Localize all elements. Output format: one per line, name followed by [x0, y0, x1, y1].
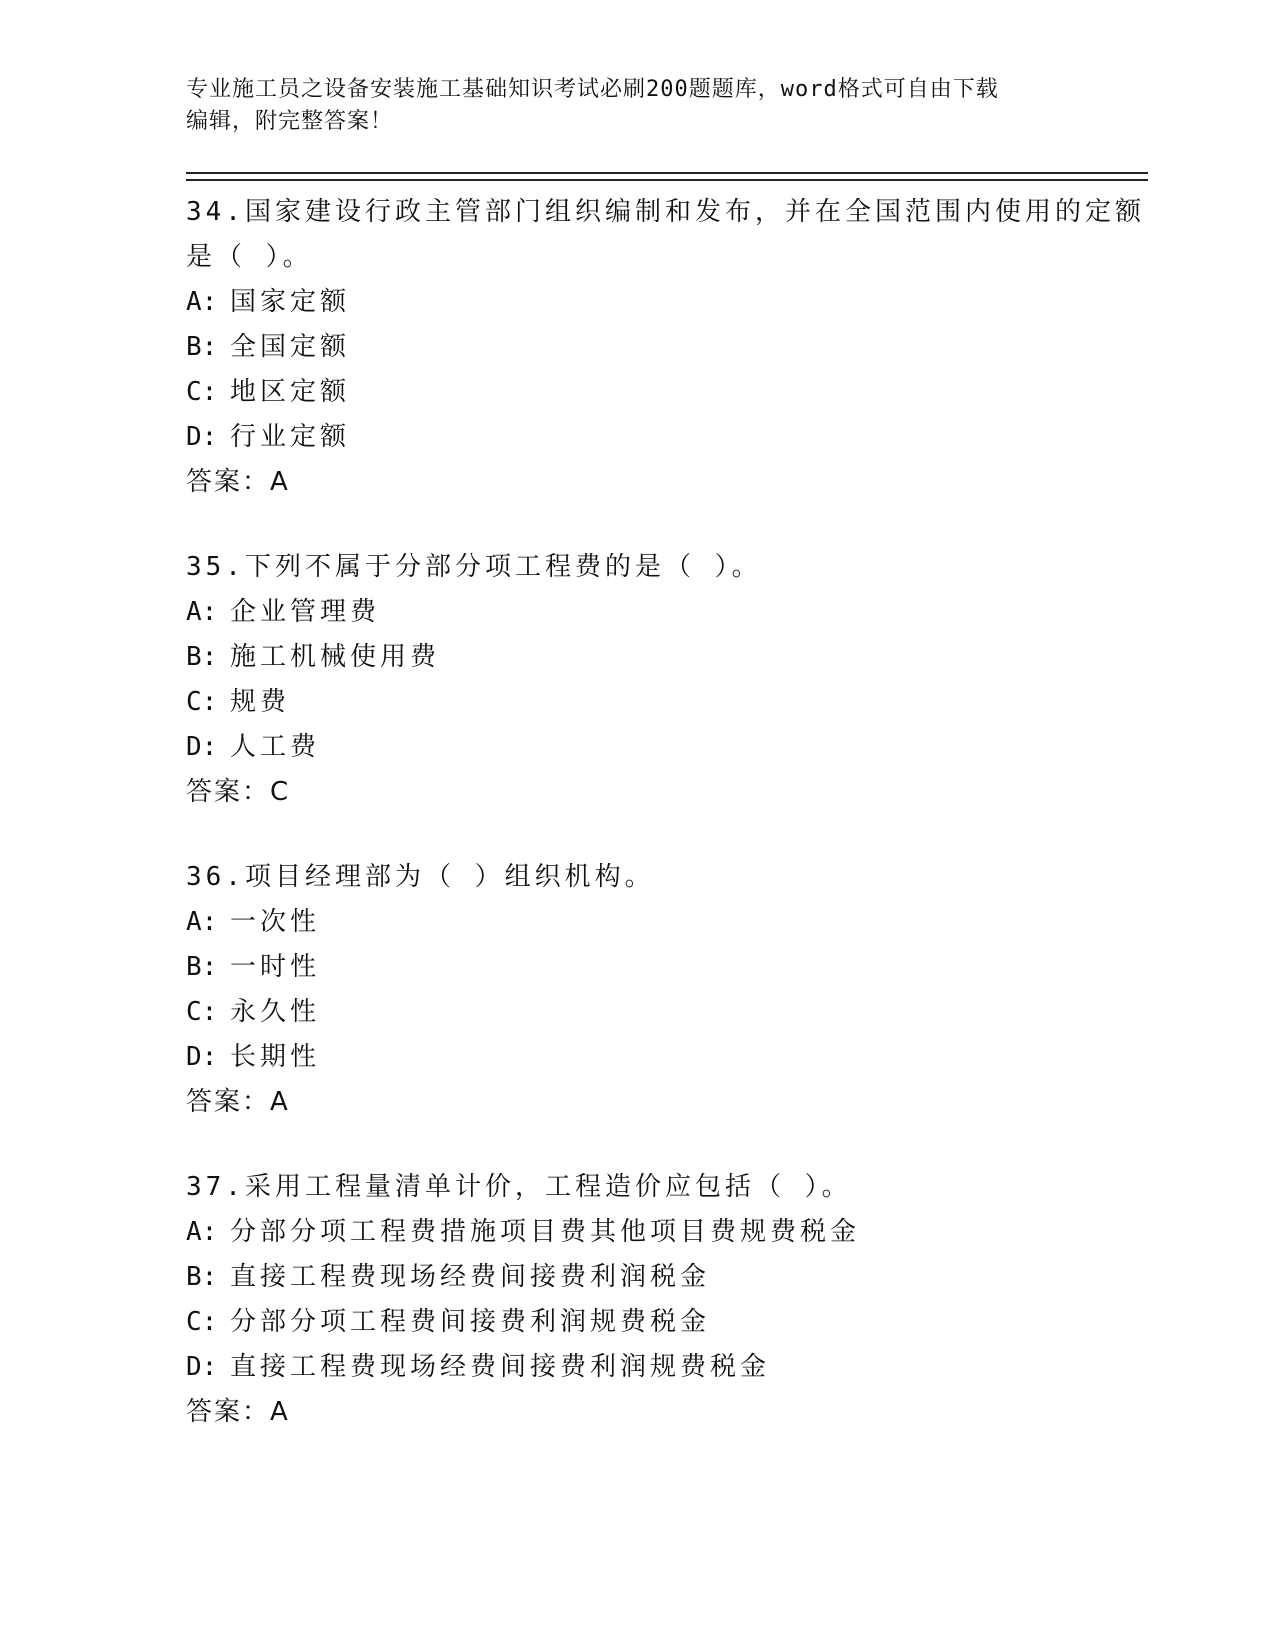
option-a [186, 900, 1146, 945]
option-label: A: [186, 907, 218, 937]
header-divider-top [186, 172, 1148, 174]
option-text: 一时性 [230, 952, 321, 982]
option-text: 行业定额 [230, 422, 351, 452]
option-d [186, 1035, 1146, 1080]
option-text: 国家定额 [230, 287, 351, 317]
question-list [186, 190, 1146, 1475]
option-text: 分部分项工程费措施项目费其他项目费规费税金 [230, 1217, 861, 1247]
header-line-2: 编辑，附完整答案！ [186, 109, 394, 134]
option-d [186, 1345, 1146, 1390]
option-c [186, 680, 1146, 725]
option-label: C: [186, 1307, 218, 1337]
question-text: 34.国家建设行政主管部门组织编制和发布，并在全国范围内使用的定额是（ ）。 [186, 197, 1145, 272]
option-text: 直接工程费现场经费间接费利润规费税金 [230, 1352, 771, 1382]
option-text: 规费 [230, 687, 291, 717]
option-text: 人工费 [230, 732, 321, 762]
option-label: C: [186, 377, 218, 407]
option-label: D: [186, 1352, 218, 1382]
answer: 答案：C [186, 777, 291, 807]
option-text: 企业管理费 [230, 597, 381, 627]
option-a [186, 1210, 1146, 1255]
option-label: D: [186, 732, 218, 762]
option-label: B: [186, 952, 218, 982]
option-label: B: [186, 332, 218, 362]
answer: 答案：A [186, 1087, 290, 1117]
question-34 [186, 190, 1146, 505]
option-text: 永久性 [230, 997, 321, 1027]
option-a [186, 280, 1146, 325]
question-text: 37.采用工程量清单计价，工程造价应包括（ ）。 [186, 1172, 852, 1202]
option-label: D: [186, 422, 218, 452]
option-c [186, 370, 1146, 415]
option-b [186, 945, 1146, 990]
option-d [186, 725, 1146, 770]
answer: 答案：A [186, 467, 290, 497]
option-text: 一次性 [230, 907, 321, 937]
answer: 答案：A [186, 1397, 290, 1427]
option-text: 全国定额 [230, 332, 351, 362]
option-text: 长期性 [230, 1042, 321, 1072]
option-text: 直接工程费现场经费间接费利润税金 [230, 1262, 711, 1292]
option-b [186, 1255, 1146, 1300]
option-label: B: [186, 1262, 218, 1292]
option-c [186, 1300, 1146, 1345]
option-b [186, 325, 1146, 370]
option-label: A: [186, 597, 218, 627]
question-35 [186, 545, 1146, 815]
option-text: 地区定额 [230, 377, 351, 407]
option-label: B: [186, 642, 218, 672]
option-a [186, 590, 1146, 635]
option-label: D: [186, 1042, 218, 1072]
header-line-1: 专业施工员之设备安装施工基础知识考试必刷200题题库，word格式可自由下载 [186, 77, 999, 102]
option-d [186, 415, 1146, 460]
option-label: A: [186, 1217, 218, 1247]
option-text: 分部分项工程费间接费利润规费税金 [230, 1307, 711, 1337]
document-header [186, 74, 1086, 138]
option-b [186, 635, 1146, 680]
option-label: C: [186, 687, 218, 717]
option-label: C: [186, 997, 218, 1027]
option-c [186, 990, 1146, 1035]
question-37 [186, 1165, 1146, 1435]
question-text: 35.下列不属于分部分项工程费的是（ ）。 [186, 552, 762, 582]
option-text: 施工机械使用费 [230, 642, 441, 672]
option-label: A: [186, 287, 218, 317]
header-divider-bottom [186, 179, 1148, 181]
question-36 [186, 855, 1146, 1125]
question-text: 36.项目经理部为（ ）组织机构。 [186, 862, 655, 892]
